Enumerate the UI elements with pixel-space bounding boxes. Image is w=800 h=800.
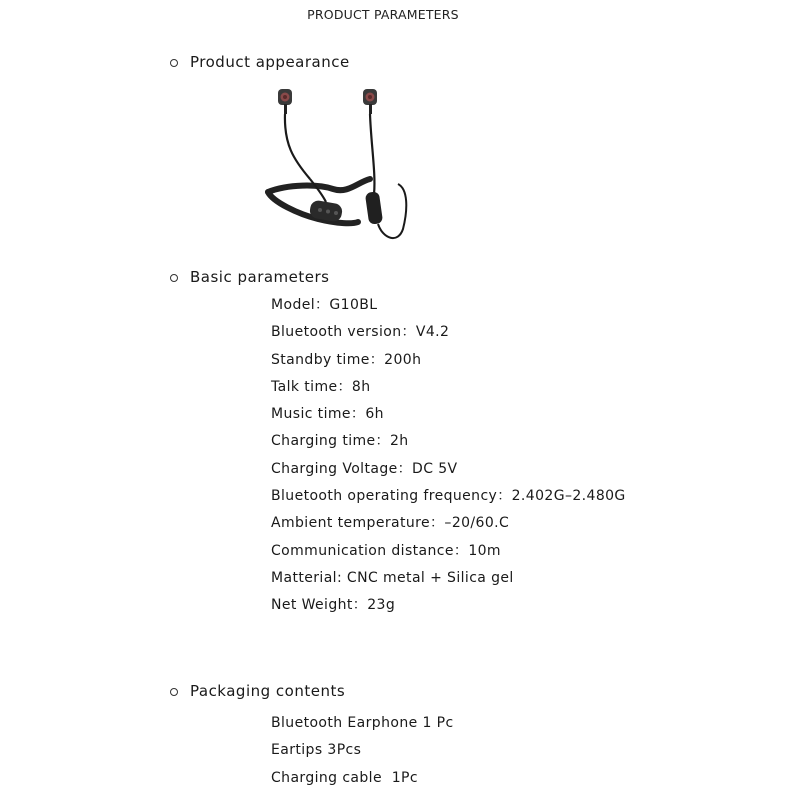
right-earbud-icon — [363, 89, 377, 114]
section-heading-label: Basic parameters — [190, 268, 330, 286]
basic-parameters-list — [271, 296, 626, 624]
parameter-communication-distance: Communication distance：10m — [271, 542, 501, 559]
parameter-net-weight: Net Weight：23g — [271, 597, 396, 614]
circle-bullet-icon — [170, 688, 178, 696]
left-earbud-icon — [278, 89, 292, 114]
parameter-talk-time: Talk time：8h — [271, 378, 371, 395]
parameter-charging-voltage: Charging Voltage：DC 5V — [271, 460, 458, 477]
parameter-bluetooth-frequency: Bluetooth operating frequency：2.402G–2.480G — [271, 488, 626, 505]
packaging-item-charging-cable: Charging cable 1Pc — [271, 769, 418, 786]
section-heading-label: Product appearance — [190, 53, 350, 71]
section-heading-label: Packaging contents — [190, 682, 346, 700]
parameter-standby-time: Standby time：200h — [271, 351, 422, 368]
parameter-charging-time: Charging time：2h — [271, 433, 409, 450]
section-heading-packaging-contents — [170, 682, 345, 700]
parameter-ambient-temperature: Ambient temperature：–20/60.C — [271, 515, 510, 532]
packaging-item-earphone: Bluetooth Earphone 1 Pc — [271, 715, 454, 731]
parameter-bluetooth-version: Bluetooth version：V4.2 — [271, 324, 450, 341]
section-heading-basic-parameters — [170, 268, 329, 286]
section-heading-product-appearance — [170, 53, 350, 71]
parameter-material: Matterial: CNC metal + Silica gel — [271, 569, 514, 586]
page-title: PRODUCT PARAMETERS — [307, 7, 459, 22]
circle-bullet-icon — [170, 274, 178, 282]
parameter-music-time: Music time：6h — [271, 406, 384, 423]
parameter-model: Model：G10BL — [271, 297, 378, 313]
earphones-product-image — [258, 84, 428, 244]
packaging-item-eartips: Eartips 3Pcs — [271, 742, 362, 759]
packaging-contents-list — [271, 714, 454, 796]
circle-bullet-icon — [170, 59, 178, 67]
